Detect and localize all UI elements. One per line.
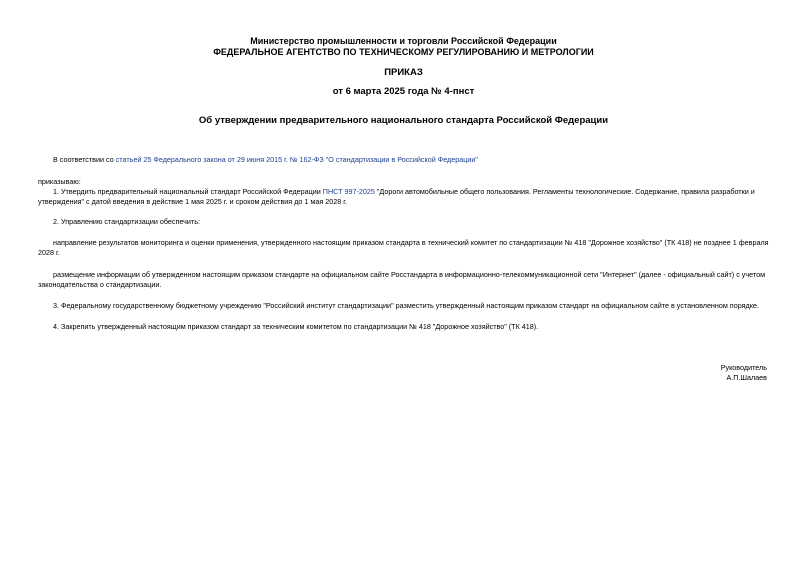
item-2a: направление результатов мониторинга и оценки применения, утвержденного настоящим приказом стандарта в технический комитет по стандартизации № 418 "Дорожное хозяйство" (ТК 418) не позднее 1 февраля 2028 г. (38, 238, 769, 257)
date-number: от 6 марта 2025 года № 4-пнст (332, 86, 475, 97)
basis-prefix: В соответствии со (53, 155, 116, 164)
ministry-title: Министерство промышленности и торговли Российской Федерации (250, 36, 557, 46)
item-1-suffix: "Дороги автомобильные общего пользования. Регламенты технологические. Содержание, правила разработки и утверждения" с датой введения в действие 1 мая 2025 г. и сроком действия до 1 мая 2028 г. (38, 187, 755, 206)
item-2b: размещение информации об утвержденном настоящим приказом стандарте на официальном сайте Росстандарта в информационно-телекоммуникационной сети "Интернет" (далее - официальный сайт) с учетом законодательства о стандартизации. (38, 270, 766, 289)
item-1 (38, 187, 771, 207)
item-2: 2. Управлению стандартизации обеспечить: (53, 217, 200, 226)
document-type: ПРИКАЗ (384, 67, 423, 78)
basis-paragraph (38, 155, 771, 165)
item-3: 3. Федеральному государственному бюджетному учреждению "Российский институт стандартизации" разместить утвержденный настоящим приказом стандарт на официальном сайте в установленном порядке. (53, 301, 759, 310)
order-word: приказываю: (38, 177, 81, 186)
standard-link[interactable]: ПНСТ 997-2025 (322, 187, 375, 196)
item-1-prefix: 1. Утвердить предварительный национальный стандарт Российской Федерации (53, 187, 323, 196)
signature-name: А.П.Шалаев (726, 373, 767, 382)
item-4: 4. Закрепить утвержденный настоящим приказом стандарт за техническим комитетом по стандартизации № 418 "Дорожное хозяйство" (ТК 418). (53, 322, 539, 331)
law-link[interactable]: статьей 25 Федерального закона от 29 июня 2015 г. № 162-ФЗ "О стандартизации в Российской Федерации" (115, 155, 478, 164)
agency-title: ФЕДЕРАЛЬНОЕ АГЕНТСТВО ПО ТЕХНИЧЕСКОМУ РЕГУЛИРОВАНИЮ И МЕТРОЛОГИИ (213, 47, 594, 57)
signature-position: Руководитель (720, 363, 767, 372)
document-subject: Об утверждении предварительного национального стандарта Российской Федерации (198, 115, 609, 126)
